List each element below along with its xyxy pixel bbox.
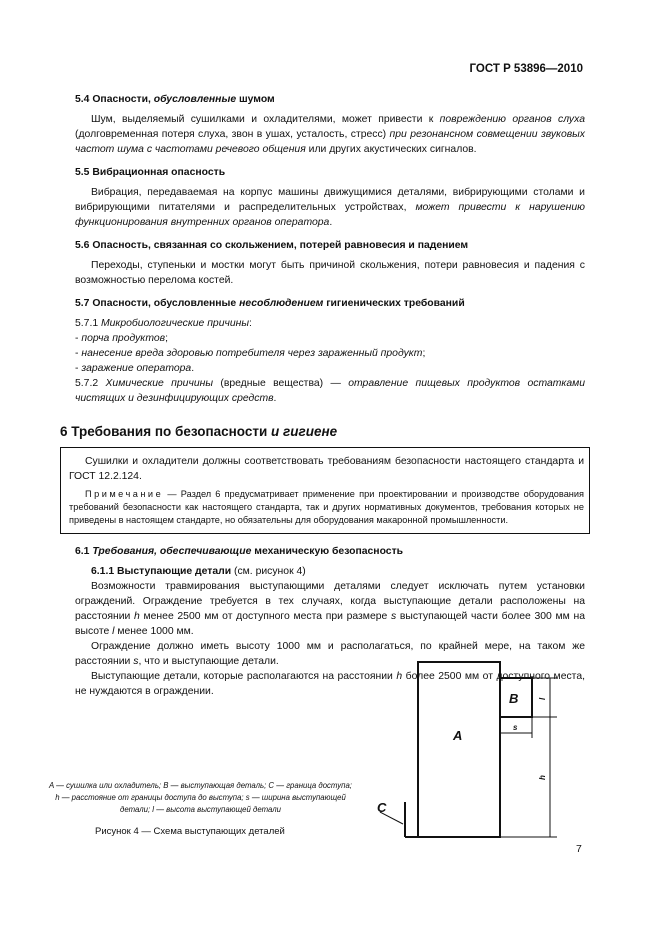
text-run: Примечание	[85, 489, 164, 499]
text-run: Выступающие детали, которые располагаются на расстоянии	[91, 671, 397, 682]
text-run: .	[329, 217, 333, 228]
text-run: 5.5 Вибрационная опасность	[75, 167, 226, 178]
section-5-4-text	[75, 112, 585, 157]
text-run: -	[75, 363, 82, 374]
text-run: Возможности травмирования выступающими деталями следует исключать путем установки ограждений. Ограждение требуется в тех случаях, когда выступающие детали расположены на расстоянии	[75, 581, 585, 622]
text-run: — Раздел 6 предусматривает применение при проектировании и производстве оборудования требований безопасности как настоящего стандарта, так и других нормативных документов, требования которых не приведены в настоящем стандарте, но обязательны для оборудования макаронной промышленности.	[69, 489, 584, 525]
paragraph	[75, 579, 585, 639]
text-run: выступающей части более 300 мм на высоте	[75, 611, 585, 637]
text-run: .	[191, 363, 195, 374]
text-run: s	[390, 611, 397, 622]
document-code: ГОСТ Р 53896—2010	[469, 63, 583, 75]
text-run: ;	[165, 333, 168, 344]
text-run: 5.4 Опасности,	[75, 94, 154, 105]
text-run: Химические причины	[105, 378, 213, 389]
text-run: гигиенических требований	[323, 298, 465, 309]
text-run: , что и выступающие детали.	[138, 656, 279, 667]
text-run: .	[273, 393, 277, 404]
text-run: 6.1	[75, 546, 93, 557]
label-h: h	[538, 775, 547, 780]
text-run: менее 2500 мм от доступного места при размере	[139, 611, 391, 622]
page-number: 7	[576, 843, 582, 855]
text-run: 5.7.2	[75, 378, 106, 389]
label-s: s	[513, 723, 518, 732]
section-5-4-heading	[75, 92, 585, 107]
text-run: Шум, выделяемый сушилками и охладителями, может привести к	[91, 114, 440, 125]
text-run: 5.7.1	[75, 318, 101, 329]
text-run: обусловленные	[153, 94, 237, 105]
text-run: менее 1000 мм.	[114, 626, 194, 637]
text-run: h	[134, 611, 140, 622]
text-run: s	[133, 656, 139, 667]
text-run: h	[396, 671, 403, 682]
text-run: (долговременная потеря слуха, звон в ушах, усталость, стресс)	[75, 129, 390, 140]
text-run: повреждению органов слуха	[439, 114, 585, 125]
text-run: :	[249, 318, 252, 329]
text-run: (см. рисунок 4)	[231, 566, 306, 577]
text-run: заражение оператора	[81, 363, 192, 374]
bullet-item	[75, 346, 585, 361]
text-run: Переходы, ступеньки и мостки могут быть причиной скольжения, потери равновесия и падения с возможностью перелома костей.	[75, 260, 585, 286]
label-b: B	[509, 691, 519, 706]
text-run: Микробиологические причины	[101, 318, 249, 329]
label-a: A	[453, 728, 463, 743]
text-run: и гигиене	[271, 424, 338, 439]
text-run: Требования, обеспечивающие	[92, 546, 252, 557]
section-5-5-heading	[75, 165, 585, 180]
text-run: -	[75, 348, 82, 359]
text-run: нанесение вреда здоровью потребителя через зараженный продукт	[81, 348, 423, 359]
section-6-1-heading	[75, 544, 585, 559]
text-run: -	[75, 333, 82, 344]
bullet-item	[75, 361, 585, 376]
text-run: более 2500 мм от доступного места, не нуждаются в ограждении.	[75, 671, 585, 697]
text-run: может привести к нарушению функционирования внутренних органов оператора	[75, 202, 585, 228]
section-5-6-text	[75, 258, 585, 288]
figure-title: Рисунок 4 — Схема выступающих деталей	[95, 826, 285, 837]
text-run: 5.6 Опасность, связанная со скольжением, потерей равновесия и падением	[75, 240, 469, 251]
text-run: или других акустических сигналов.	[305, 144, 477, 155]
text-run: шумом	[236, 94, 275, 105]
text-run: ;	[422, 348, 426, 359]
bullet-item	[75, 331, 585, 346]
text-run: отравление пищевых продуктов остатками чистящих и дезинфицирующих средств	[75, 378, 586, 404]
section-5-7-heading	[75, 296, 585, 311]
box-text	[69, 454, 584, 484]
text-run: Сушилки и охладители должны соответствовать требованиям безопасности настоящего стандарта и ГОСТ 12.2.124.	[69, 456, 584, 482]
text-run: 5.7 Опасности, обусловленные	[75, 298, 240, 309]
page-body	[60, 92, 586, 699]
text-run: несоблюдением	[239, 298, 324, 309]
section-5-5-text	[75, 185, 585, 230]
text-run: 6.1.1 Выступающие детали	[91, 566, 232, 577]
text-run: 6 Требования по безопасности	[60, 424, 272, 439]
label-c: C	[377, 800, 387, 815]
note-text	[69, 488, 584, 527]
section-5-6-heading	[75, 238, 585, 253]
requirements-box	[60, 447, 590, 534]
text-run: Ограждение должно иметь высоту 1000 мм и располагаться, по крайней мере, на таком же расстоянии	[75, 641, 585, 667]
figure-4-diagram	[360, 660, 580, 850]
figure-legend: A — сушилка или охладитель; B — выступающая деталь; C — граница доступа; h — расстояние от границы доступа до выступа; s — ширина выступающей детали; l — высота выступающей детали	[49, 781, 352, 814]
item-5-7-2	[75, 376, 585, 406]
subsection-6-1-1-heading	[75, 564, 585, 579]
label-l: l	[538, 697, 547, 700]
machine-a-rect	[418, 662, 500, 837]
text-run: l	[112, 626, 115, 637]
text-run: порча продуктов	[81, 333, 166, 344]
text-run: при резонансном совмещении звуковых частот шума с частотами речевого общения	[75, 129, 585, 155]
text-run: (вредные вещества) —	[212, 378, 349, 389]
section-6-heading	[60, 424, 585, 439]
text-run: механическую безопасность	[251, 546, 404, 557]
item-5-7-1	[75, 316, 585, 331]
text-run: Вибрация, передаваемая на корпус машины движущимися деталями, вибрирующими столами и вибрирующими питателями и распределительных устройствах,	[75, 187, 585, 213]
